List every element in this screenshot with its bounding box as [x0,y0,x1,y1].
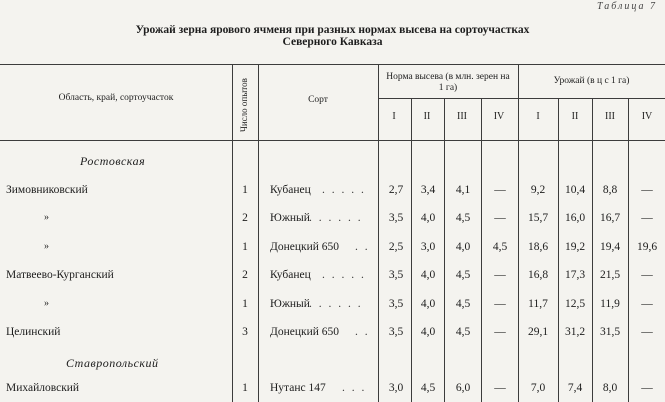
value-y2: 10,4 [564,184,586,196]
value-s1: 3,5 [388,326,404,338]
value-s2: 3,4 [420,184,436,196]
value-s3: 4,5 [455,212,471,224]
value-y4: — [641,298,653,310]
column-divider-group [518,64,519,402]
value-s1: 3,0 [388,382,404,394]
trials-count: 1 [242,241,248,253]
variety-name: Южный [270,298,310,310]
place-name: Михайловский [6,382,80,394]
column-divider-trials-left [232,64,233,402]
value-s1: 3,5 [388,298,404,310]
value-s4: — [494,326,506,338]
value-s3: 4,0 [455,241,471,253]
place-name: Целинский [6,326,61,338]
column-divider-s3 [481,98,482,402]
value-y3: 11,9 [600,298,620,310]
value-y3: 16,7 [599,212,621,224]
value-y1: 15,7 [527,212,549,224]
value-y3: 31,5 [599,326,621,338]
value-s3: 4,5 [455,326,471,338]
value-s3: 4,1 [455,184,471,196]
place-name: Матвеево-Курганский [6,269,114,281]
value-y1: 18,6 [527,241,549,253]
value-y1: 29,1 [527,326,549,338]
header-roman-s3: III [457,111,467,122]
value-y3: 8,8 [602,184,618,196]
value-s2: 3,0 [420,241,436,253]
variety-name: Кубанец [270,184,311,196]
header-bottom-rule [0,140,665,141]
region-heading-stavropol: Ставропольский [66,356,159,370]
value-y3: 8,0 [602,382,618,394]
value-y3: 21,5 [599,269,621,281]
leader-dots: . . [355,241,370,253]
value-s1: 2,5 [388,241,404,253]
value-s2: 4,0 [420,212,436,224]
value-s3: 4,5 [455,269,471,281]
trials-count: 1 [242,184,248,196]
trials-count: 2 [242,269,248,281]
header-roman-y1: I [536,111,540,122]
leader-dots: . . . . . [322,269,366,281]
value-s2: 4,0 [420,326,436,338]
header-roman-s4: IV [493,111,505,122]
column-divider-y1 [558,98,559,402]
ditto-mark: » [44,212,49,223]
header-yield: Урожай (в ц с 1 га) [553,76,630,86]
header-roman-y3: III [605,111,615,122]
table-number-label: Таблица 7 [597,1,657,12]
variety-name: Южный [270,212,310,224]
leader-dots: . . . . . . [309,212,363,224]
column-divider-s2 [444,98,445,402]
ditto-mark: » [44,241,49,252]
value-s2: 4,5 [420,382,436,394]
header-roman-y2: II [571,111,579,122]
value-y3: 19,4 [599,241,621,253]
variety-name: Донецкий 650 [270,326,340,338]
column-divider-y3 [628,98,629,402]
value-y2: 19,2 [564,241,586,253]
value-y4: — [641,269,653,281]
trials-count: 1 [242,298,248,310]
value-y4: — [641,326,653,338]
value-s4: — [494,212,506,224]
value-s1: 3,5 [388,212,404,224]
value-y4: — [641,184,653,196]
value-y2: 12,5 [564,298,586,310]
value-s4: — [494,184,506,196]
variety-name: Нутанс 147 [270,382,326,394]
trials-count: 2 [242,212,248,224]
value-y1: 9,2 [530,184,546,196]
value-y4: 19,6 [636,241,658,253]
value-s4: — [494,269,506,281]
leader-dots: . . . . . [322,184,366,196]
value-s1: 2,7 [388,184,404,196]
header-seeding-rate: Норма высева (в млн. зерен на 1 га) [386,72,510,93]
value-y4: — [641,212,653,224]
trials-count: 3 [242,326,248,338]
header-roman-s1: I [392,111,396,122]
trials-count: 1 [242,382,248,394]
value-y1: 16,8 [527,269,549,281]
value-y1: 11,7 [528,298,548,310]
header-roman-y4: IV [641,111,653,122]
ditto-mark: » [44,298,49,309]
value-s1: 3,5 [388,269,404,281]
value-y2: 16,0 [564,212,586,224]
table-title: Урожай зерна ярового ячменя при разных нормах высева на сортоучастках [135,24,530,36]
column-divider-variety-right [378,64,379,402]
header-top-rule [0,64,665,65]
column-divider-y2 [592,98,593,402]
value-s2: 4,0 [420,298,436,310]
value-s4: — [494,298,506,310]
table-title-line2: Северного Кавказа [282,36,383,48]
value-s4: 4,5 [492,241,508,253]
variety-name: Донецкий 650 [270,241,340,253]
column-divider-trials-right [258,64,259,402]
value-y4: — [641,382,653,394]
value-y2: 7,4 [567,382,583,394]
value-y1: 7,0 [530,382,546,394]
leader-dots: . . [355,326,370,338]
header-trials: Число опытов [239,78,249,132]
leader-dots: . . . . . . [309,298,363,310]
header-region: Область, край, сортоучасток [58,93,174,103]
region-heading-rostov: Ростовская [80,154,146,168]
place-name: Зимовниковский [6,184,88,196]
leader-dots: . . . [342,382,367,394]
subheader-rule [378,98,665,99]
header-roman-s2: II [423,111,431,122]
value-s3: 6,0 [455,382,471,394]
value-s4: — [494,382,506,394]
value-y2: 31,2 [564,326,586,338]
value-s3: 4,5 [455,298,471,310]
value-s2: 4,0 [420,269,436,281]
column-divider-s1 [411,98,412,402]
variety-name: Кубанец [270,269,311,281]
value-y2: 17,3 [564,269,586,281]
header-variety: Сорт [308,95,328,105]
